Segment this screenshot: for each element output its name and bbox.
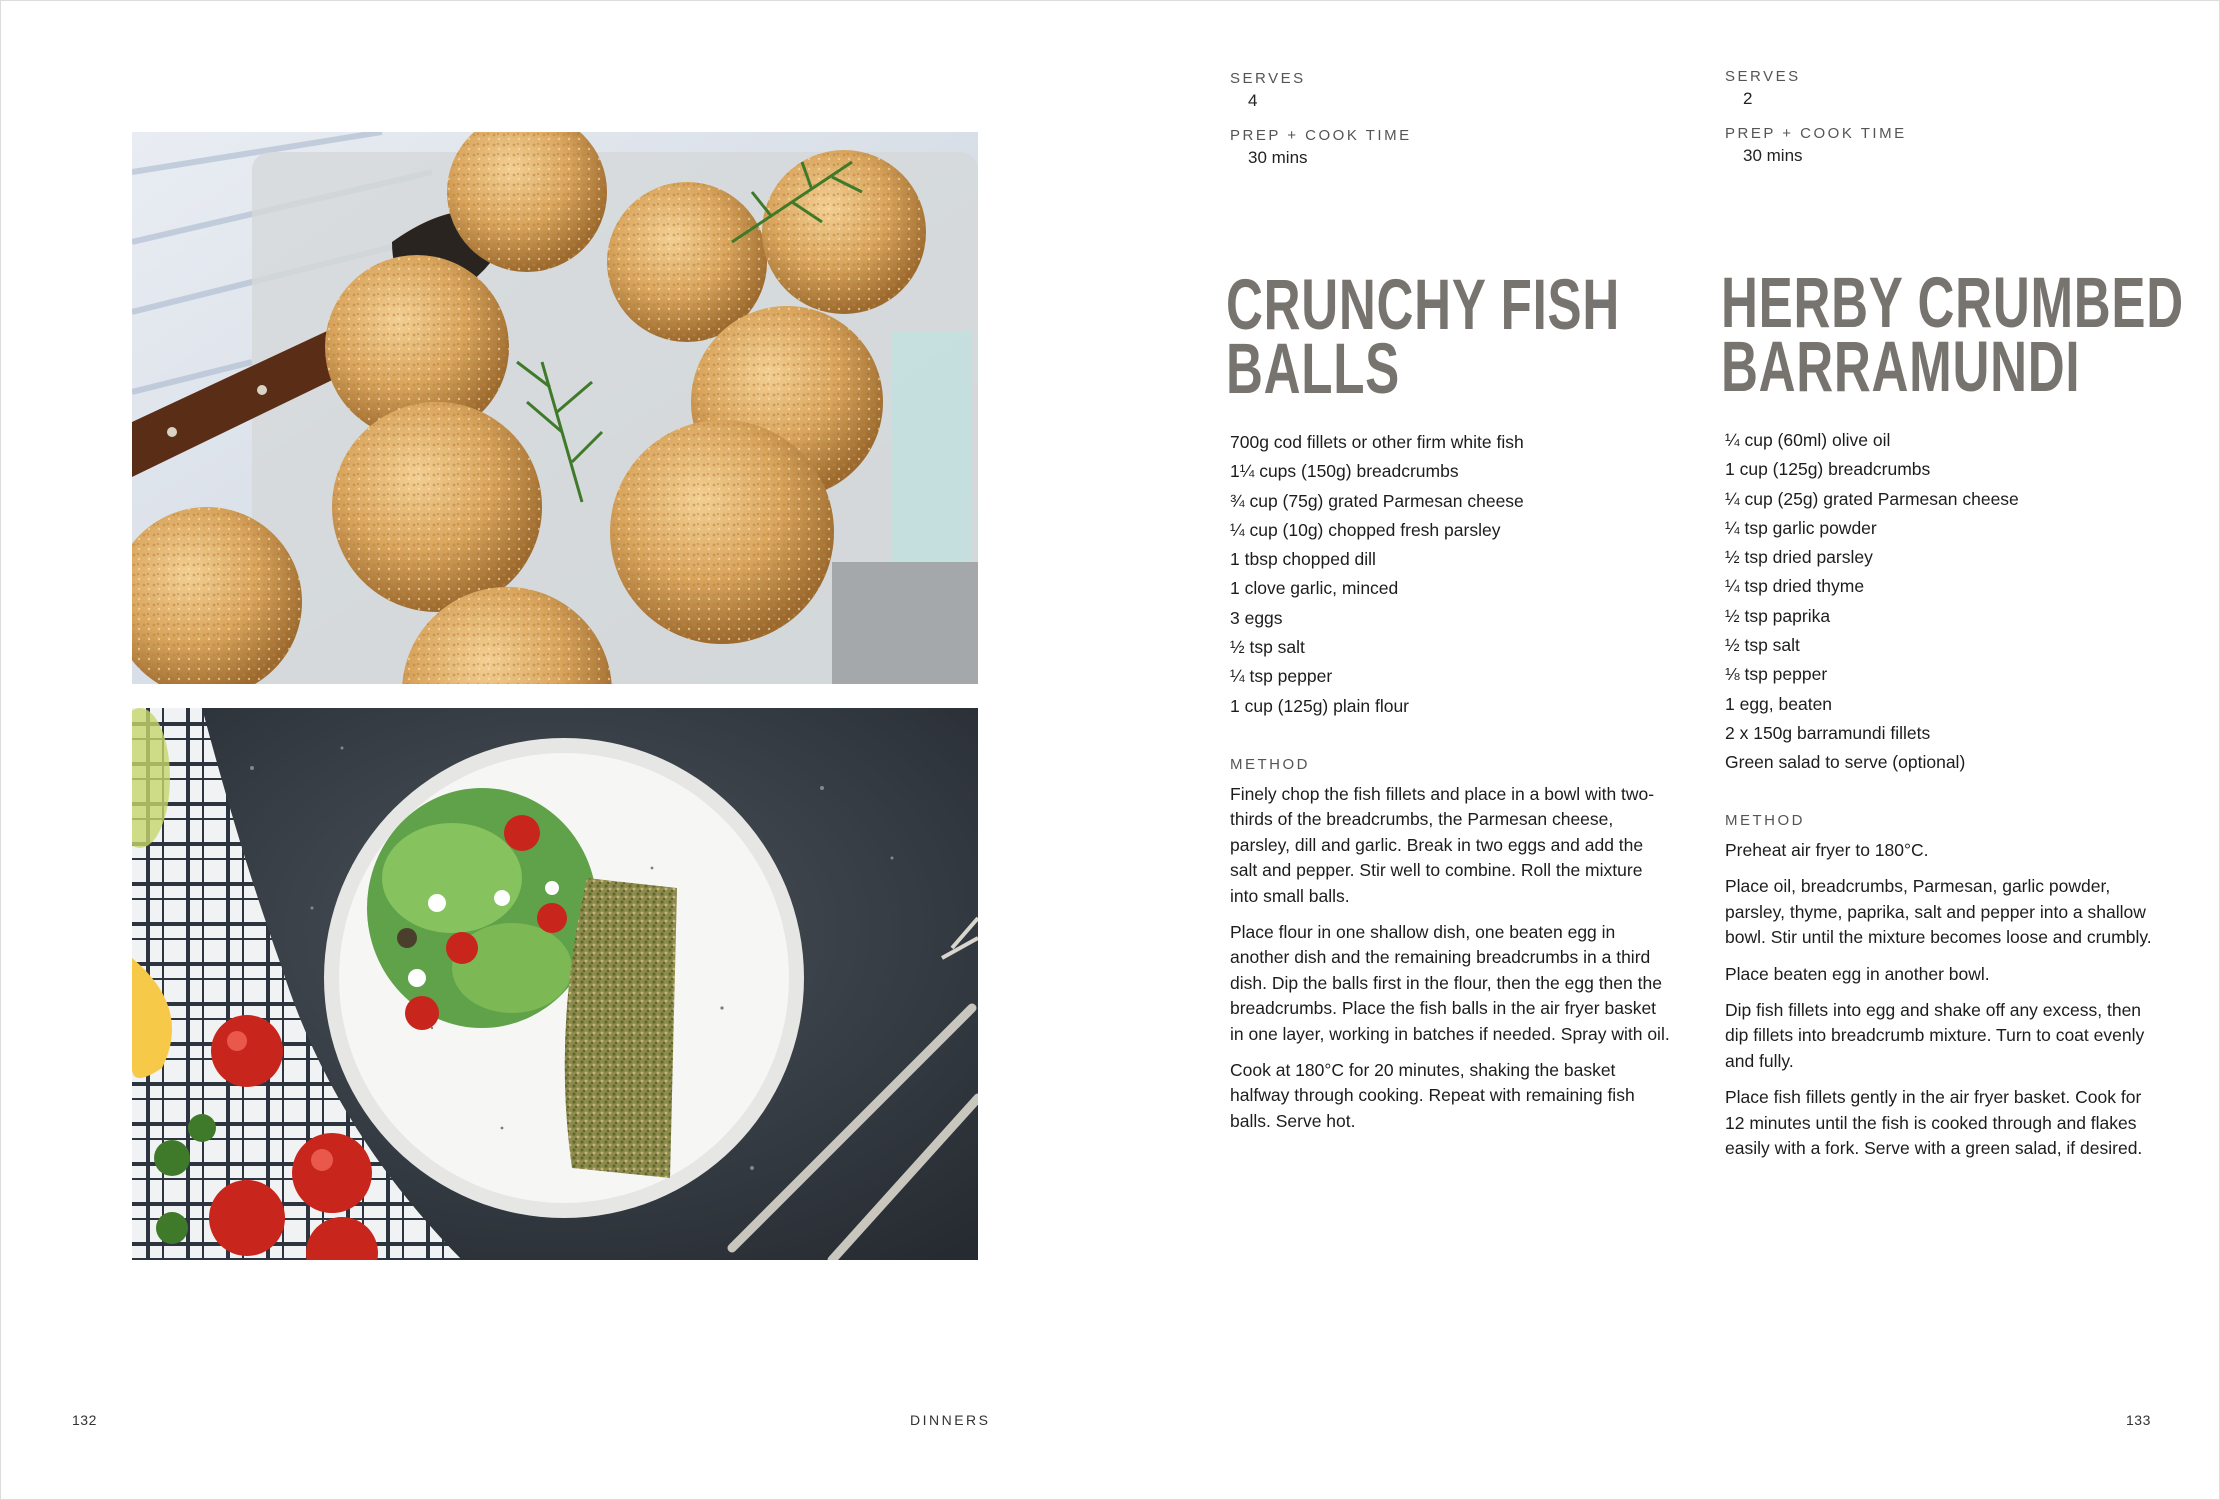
ingredient-item: 1 tbsp chopped dill bbox=[1230, 549, 1376, 570]
fish-balls-photo bbox=[132, 132, 978, 684]
ingredient-item: ¼ tsp garlic powder bbox=[1725, 517, 1877, 538]
serves-value: 4 bbox=[1248, 91, 1258, 110]
time-block bbox=[1725, 125, 2165, 166]
method-label: METHOD bbox=[1725, 812, 1805, 829]
method-step: Place fish fillets gently in the air fryer basket. Cook for 12 minutes until the fish is cooked through and flakes easily with a fork. Serve with a green salad, if desired. bbox=[1725, 1087, 2143, 1159]
ingredient-item: ½ tsp paprika bbox=[1725, 605, 1831, 626]
recipe-title bbox=[1226, 266, 1620, 409]
title-line: HERBY CRUMBED bbox=[1721, 264, 2184, 343]
ingredient-item: ½ tsp salt bbox=[1725, 635, 1800, 656]
prep-cook-time-label: PREP + COOK TIME bbox=[1230, 127, 1412, 144]
serves-block bbox=[1230, 70, 1670, 111]
page-number-right: 133 bbox=[2126, 1412, 2151, 1428]
prep-cook-time-value: 30 mins bbox=[1248, 148, 1308, 167]
title-line: BALLS bbox=[1226, 330, 1400, 409]
prep-cook-time-label: PREP + COOK TIME bbox=[1725, 125, 1907, 142]
ingredient-item: ⅛ tsp pepper bbox=[1725, 664, 1828, 685]
barramundi-photo bbox=[132, 708, 978, 1260]
ingredient-item: ½ tsp salt bbox=[1230, 637, 1305, 658]
method-step: Place flour in one shallow dish, one beaten egg in another dish and the remaining breadcrumbs in a third dish. Dip the balls first in the flour, then the egg then the breadcrumbs. Place the fish balls in the air fryer basket in one layer, working in batches if needed. Spray with oil. bbox=[1230, 922, 1670, 1044]
serves-block bbox=[1725, 68, 2165, 109]
recipe-herby-crumbed-barramundi bbox=[1721, 68, 2184, 1159]
ingredient-item: ¼ cup (10g) chopped fresh parsley bbox=[1230, 519, 1501, 540]
method-step: Finely chop the fish fillets and place in a bowl with two-thirds of the breadcrumbs, the Parmesan cheese, parsley, dill and garlic. Break in two eggs and add the salt and pepper. Stir well to combine. Roll the mixture into small balls. bbox=[1230, 784, 1655, 906]
ingredients-list bbox=[1725, 426, 2165, 778]
ingredient-item: ¼ tsp pepper bbox=[1230, 666, 1333, 687]
ingredient-item: ¼ tsp dried thyme bbox=[1725, 576, 1865, 597]
recipe-title bbox=[1721, 264, 2184, 407]
method-step: Place oil, breadcrumbs, Parmesan, garlic powder, parsley, thyme, paprika, salt and pepper into a shallow bowl. Stir until the mixture becomes loose and crumbly. bbox=[1725, 876, 2152, 948]
page-number-left: 132 bbox=[72, 1412, 97, 1428]
serves-label: SERVES bbox=[1230, 70, 1306, 87]
ingredient-item: ½ tsp dried parsley bbox=[1725, 547, 1873, 568]
method-steps bbox=[1725, 838, 2165, 1172]
section-name: DINNERS bbox=[910, 1412, 991, 1428]
ingredients-list bbox=[1230, 428, 1670, 721]
method-label: METHOD bbox=[1230, 756, 1310, 773]
ingredient-item: 1 clove garlic, minced bbox=[1230, 578, 1399, 599]
time-block bbox=[1230, 127, 1670, 168]
title-line: BARRAMUNDI bbox=[1721, 328, 2081, 407]
ingredient-item: 1¼ cups (150g) breadcrumbs bbox=[1230, 461, 1459, 482]
ingredient-item: ¾ cup (75g) grated Parmesan cheese bbox=[1230, 490, 1524, 511]
ingredient-item: ¼ cup (25g) grated Parmesan cheese bbox=[1725, 488, 2019, 509]
ingredient-item: 1 cup (125g) breadcrumbs bbox=[1725, 459, 1931, 480]
ingredient-item: 700g cod fillets or other firm white fish bbox=[1230, 432, 1524, 452]
ingredient-item: ¼ cup (60ml) olive oil bbox=[1725, 430, 1891, 450]
prep-cook-time-value: 30 mins bbox=[1743, 146, 1803, 165]
serves-value: 2 bbox=[1743, 89, 1753, 108]
recipe-crunchy-fish-balls bbox=[1226, 70, 1670, 1131]
ingredient-item: 1 cup (125g) plain flour bbox=[1230, 695, 1409, 716]
method-step: Cook at 180°C for 20 minutes, shaking the basket halfway through cooking. Repeat with remaining fish balls. Serve hot. bbox=[1230, 1060, 1635, 1131]
ingredient-item: Green salad to serve (optional) bbox=[1725, 752, 1966, 773]
method-steps bbox=[1230, 782, 1670, 1145]
serves-label: SERVES bbox=[1725, 68, 1801, 85]
title-line: CRUNCHY FISH bbox=[1226, 266, 1620, 345]
ingredient-item: 1 egg, beaten bbox=[1725, 693, 1833, 714]
method-step: Place beaten egg in another bowl. bbox=[1725, 963, 1990, 984]
method-step: Dip fish fillets into egg and shake off any excess, then dip fillets into breadcrumb mixture. Turn to coat evenly and fully. bbox=[1725, 1000, 2145, 1071]
method-step: Preheat air fryer to 180°C. bbox=[1725, 840, 1929, 860]
ingredient-item: 2 x 150g barramundi fillets bbox=[1725, 722, 1931, 743]
ingredient-item: 3 eggs bbox=[1230, 607, 1283, 628]
